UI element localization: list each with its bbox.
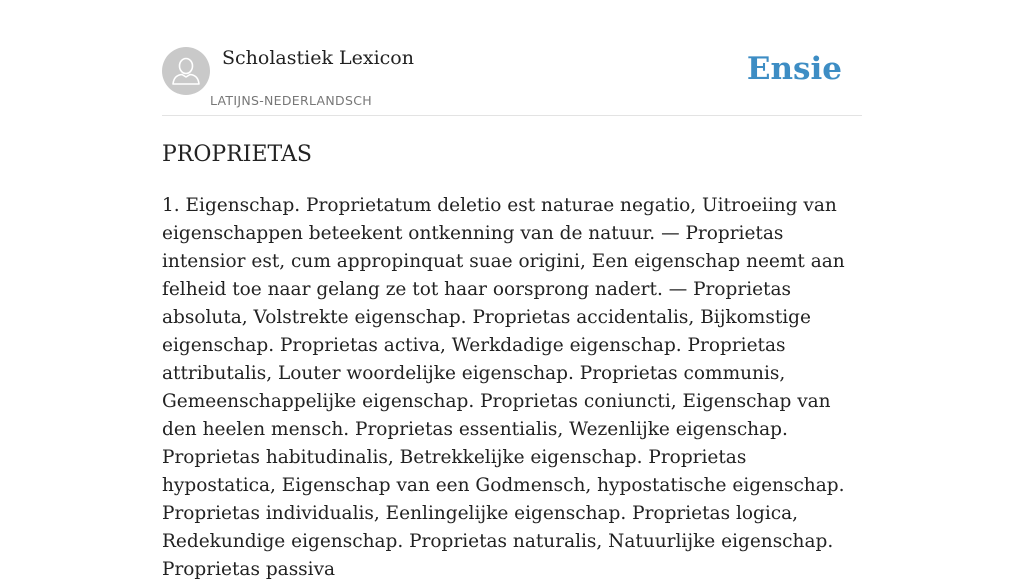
source-title[interactable]: Scholastiek Lexicon <box>222 47 414 69</box>
entry-title: PROPRIETAS <box>162 142 312 167</box>
user-avatar-icon[interactable] <box>162 47 210 95</box>
source-header <box>162 46 862 116</box>
source-subtitle[interactable]: LATIJNS-NEDERLANDSCH <box>210 93 372 108</box>
ensie-logo-link[interactable]: Ensie <box>746 51 842 87</box>
entry-body: 1. Eigenschap. Proprietatum deletio est naturae negatio, Uitroeiing van eigenschappen beteekent ontkenning van de natuur. — Proprietas intensior est, cum appropinquat suae origini, Een eigenschap neemt aan felheid toe naar gelang ze tot haar oorsprong nadert. — Proprietas absoluta, Volstrekte eigenschap. Proprietas accidentalis, Bijkomstige eigenschap. Proprietas activa, Werkdadige eigenschap. Proprietas attributalis, Louter woordelijke eigenschap. Proprietas communis, Gemeenschappelijke eigenschap. Proprietas coniuncti, Eigenschap van den heelen mensch. Proprietas essentialis, Wezenlijke eigenschap. Proprietas habitudinalis, Betrekkelijke eigenschap. Proprietas hypostatica, Eigenschap van een Godmensch, hypostatische eigenschap. Proprietas individualis, Eenlingelijke eigenschap. Proprietas logica, Redekundige eigenschap. Proprietas naturalis, Natuurlijke eigenschap. Proprietas passiva <box>162 195 845 580</box>
header-divider <box>162 115 862 116</box>
